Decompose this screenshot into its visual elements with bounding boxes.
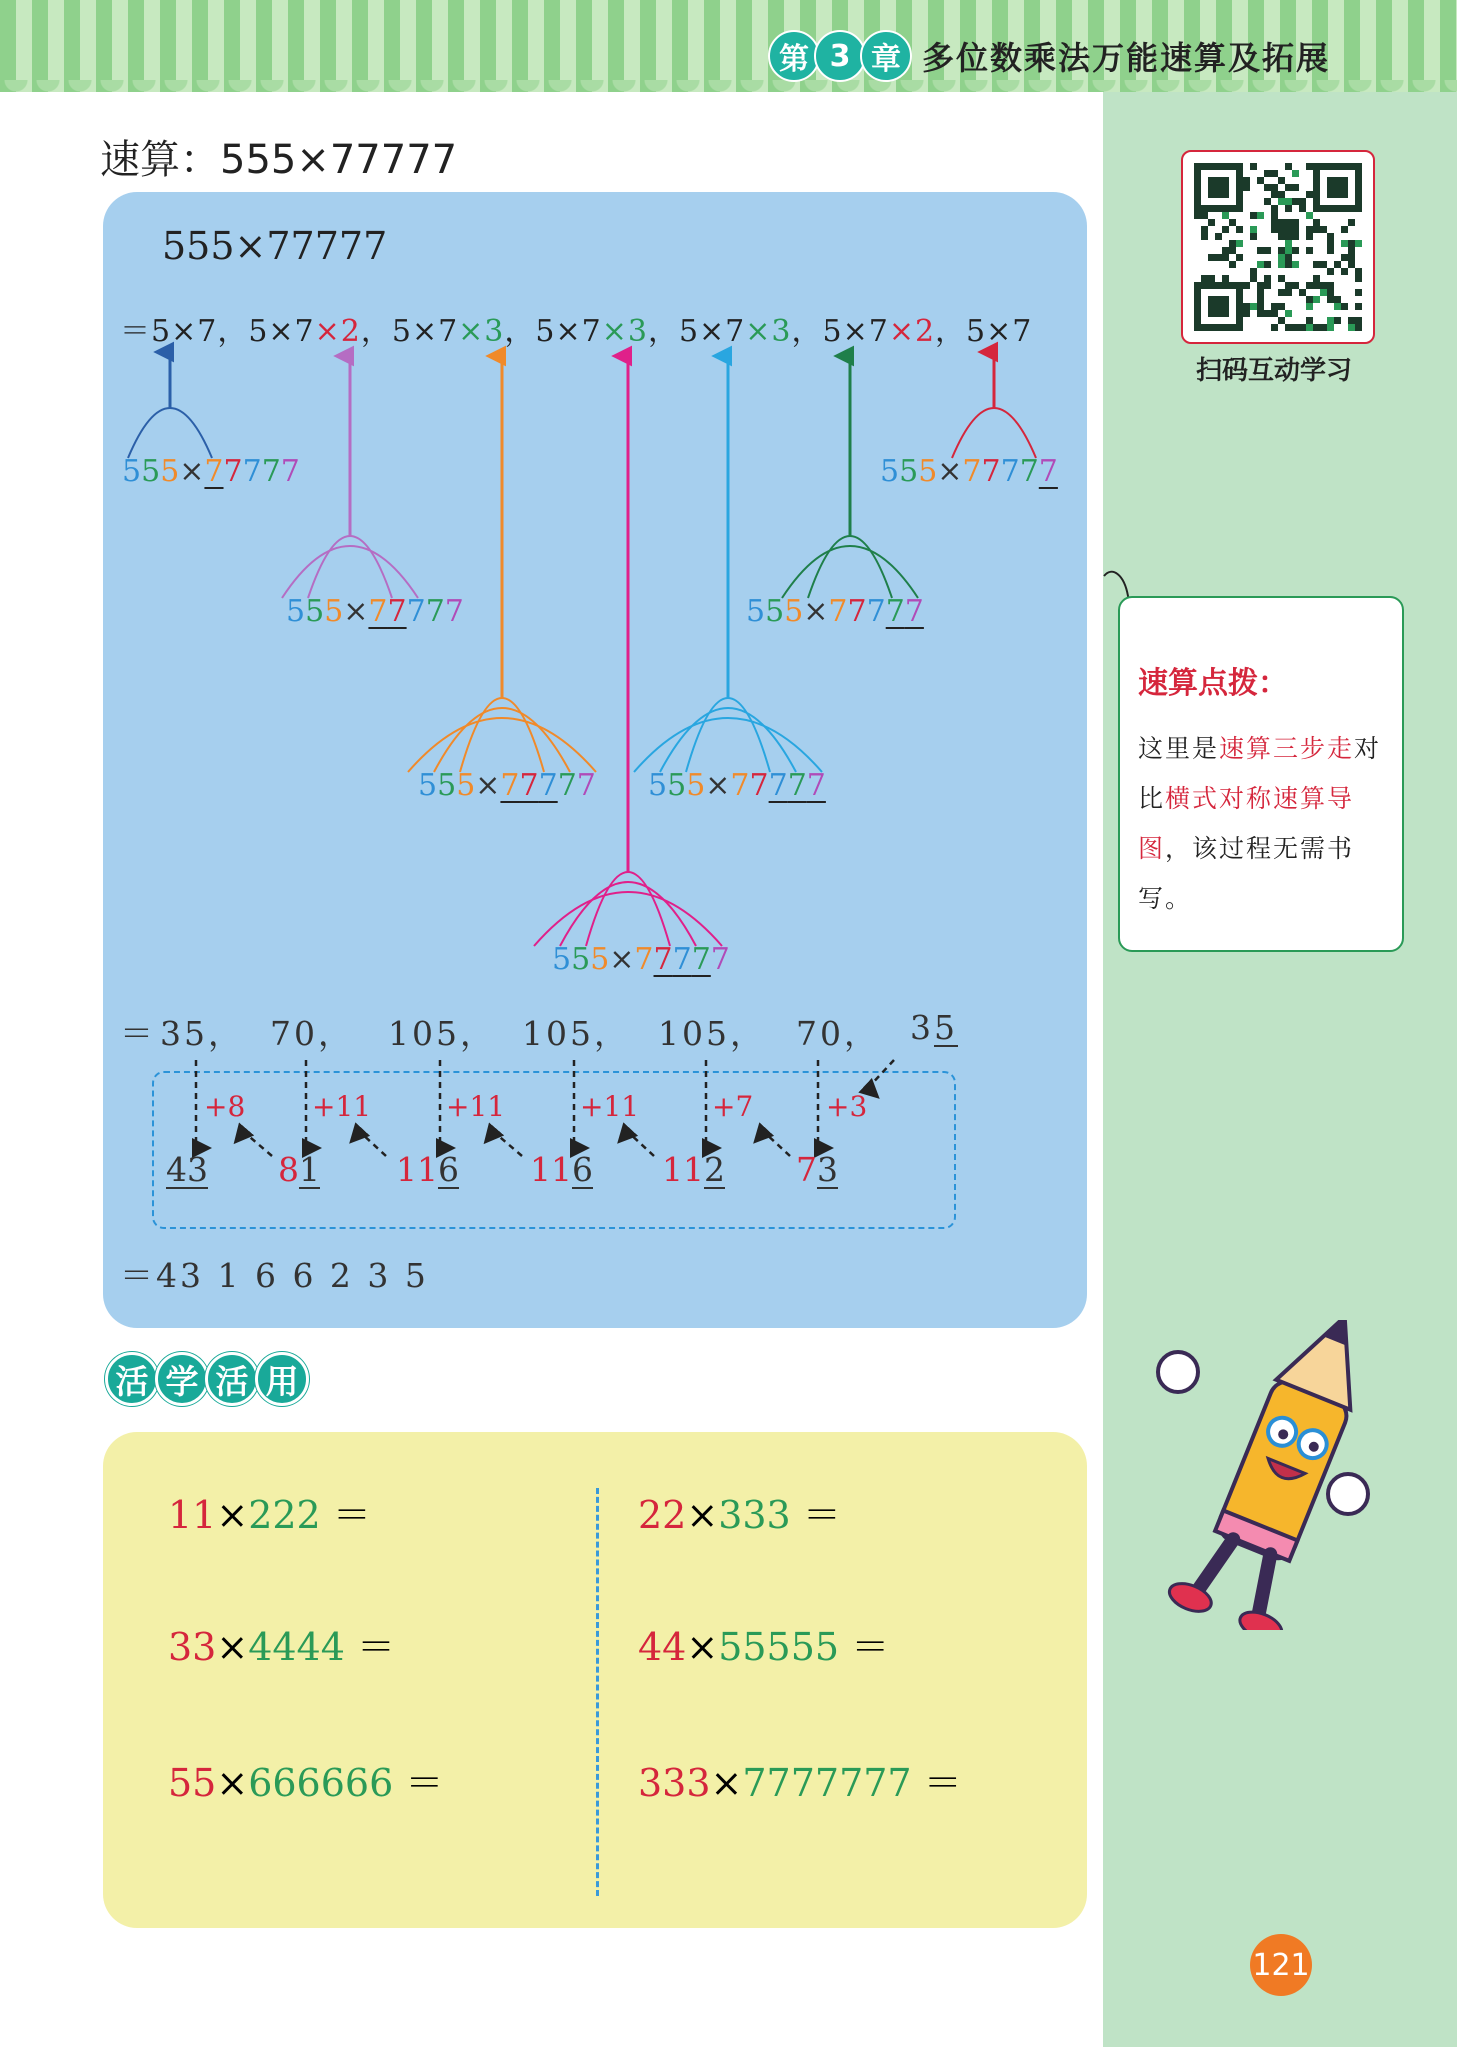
step-multiplier: ×2 [888, 314, 936, 349]
factor-digit: 7 [406, 594, 426, 629]
badge-char: 活 [105, 1352, 159, 1406]
factor-digit: 5 [765, 594, 785, 629]
factor-digit: 7 [806, 768, 826, 803]
factor-digit: 7 [866, 594, 886, 629]
carry-value: +8 [204, 1090, 246, 1123]
factor-digit: 7 [242, 454, 262, 489]
step-base: 5×7 [248, 314, 315, 349]
factor-digit: 7 [1000, 454, 1020, 489]
practice-problem: 11×222 ＝ [168, 1493, 371, 1537]
practice-problem: 22×333 ＝ [638, 1493, 841, 1537]
badge-char: 用 [255, 1352, 309, 1406]
pencil-mascot-icon [1148, 1320, 1378, 1630]
step-separator: ， [360, 314, 392, 349]
partial-result: 116 [530, 1150, 593, 1189]
factor-digit: 7 [557, 768, 577, 803]
factor-digit: 7 [653, 942, 673, 977]
factor-digit: 5 [324, 594, 344, 629]
tip-card [1118, 596, 1404, 952]
chapter-number: 3 [814, 30, 866, 82]
factor-digit: 5 [160, 454, 180, 489]
factor-digit: 5 [571, 942, 591, 977]
carry-value: +7 [712, 1090, 754, 1123]
factor-digit: 7 [962, 454, 982, 489]
factor-digit: 7 [368, 594, 388, 629]
times-sign: × [937, 454, 963, 489]
factor-digit: 7 [280, 454, 300, 489]
factor-digit: 7 [787, 768, 807, 803]
practice-problem: 333×7777777 ＝ [638, 1761, 962, 1805]
factor-digit: 7 [710, 942, 730, 977]
product-value: 70， [270, 1014, 354, 1053]
qr-code[interactable] [1181, 150, 1375, 344]
step-multiplier: ×3 [458, 314, 505, 349]
equals-sign: ＝ [120, 314, 151, 349]
partial-result: 43 [166, 1150, 208, 1189]
step-separator: ， [935, 314, 967, 349]
factor-digit: 7 [204, 454, 224, 489]
factor-digit: 7 [1038, 454, 1058, 489]
tip-title: 速算点拨： [1138, 666, 1288, 701]
product-value: 105， [658, 1014, 766, 1053]
times-sign: × [475, 768, 501, 803]
products-row: ＝ 35， 70， 105， 105， 105， 70， 35 [120, 1008, 958, 1053]
partial-result: 112 [662, 1150, 725, 1189]
step-base: 5×7 [535, 314, 602, 349]
factor-digit: 5 [746, 594, 766, 629]
product-value: 70， [796, 1014, 880, 1053]
carry-arrow [494, 1132, 522, 1156]
tip-highlight: 速算三步走 [1219, 734, 1355, 763]
practice-divider [596, 1488, 599, 1896]
times-sign: × [705, 768, 731, 803]
factor-digit: 5 [305, 594, 325, 629]
factor-digit: 7 [885, 594, 905, 629]
carry-value: +11 [580, 1090, 640, 1123]
factor-digit: 5 [437, 768, 457, 803]
practice-problem: 44×55555 ＝ [638, 1625, 890, 1669]
times-sign: × [803, 594, 829, 629]
tip-highlight: 横式对称速算导图 [1138, 784, 1355, 863]
step-separator: ， [217, 314, 249, 349]
step-separator: ， [647, 314, 679, 349]
factor-digit: 5 [648, 768, 668, 803]
factor-digit: 5 [899, 454, 919, 489]
chapter-title: 多位数乘法万能速算及拓展 [922, 39, 1331, 77]
factor-digit: 7 [847, 594, 867, 629]
factor-digit: 7 [576, 768, 596, 803]
factor-digit: 7 [261, 454, 281, 489]
factor-digit: 7 [425, 594, 445, 629]
factor-digit: 5 [418, 768, 438, 803]
factor-digit: 7 [538, 768, 558, 803]
page-heading: 速算：555×77777 [100, 137, 458, 183]
final-answer: ＝43 1 6 6 2 3 5 [120, 1256, 429, 1295]
practice-problem: 33×4444 ＝ [168, 1625, 396, 1669]
carry-arrow [628, 1132, 654, 1156]
page-number: 121 [1250, 1934, 1312, 1996]
partial-result: 73 [796, 1150, 838, 1189]
factor-digit: 7 [768, 768, 788, 803]
factor-digit: 5 [918, 454, 938, 489]
factor-digit: 7 [730, 768, 750, 803]
carry-arrow [244, 1132, 272, 1156]
chapter-suffix: 章 [860, 30, 912, 82]
badge-char: 活 [205, 1352, 259, 1406]
step-multiplier: ×3 [601, 314, 648, 349]
factor-digit: 7 [828, 594, 848, 629]
factor-digit: 5 [141, 454, 161, 489]
product-value: 35 [910, 1008, 958, 1047]
carry-arrow [868, 1060, 894, 1088]
factor-digit: 7 [387, 594, 407, 629]
factor-digit: 7 [904, 594, 924, 629]
times-sign: × [609, 942, 635, 977]
factor-digit: 5 [667, 768, 687, 803]
factor-digit: 7 [500, 768, 520, 803]
factor-digit: 5 [784, 594, 804, 629]
factor-digit: 7 [223, 454, 243, 489]
practice-problem: 55×666666 ＝ [168, 1761, 444, 1805]
step-base: 5×7 [966, 314, 1033, 349]
carry-value: +11 [312, 1090, 372, 1123]
product-value: 35， [160, 1014, 244, 1053]
carry-arrow [360, 1132, 386, 1156]
factor-digit: 5 [880, 454, 900, 489]
step-base: 5×7 [391, 314, 459, 349]
partial-result: 81 [278, 1150, 320, 1189]
carry-value: +3 [826, 1090, 868, 1123]
factor-digit: 7 [672, 942, 692, 977]
chapter-prefix: 第 [768, 30, 820, 82]
factor-digit: 5 [686, 768, 706, 803]
product-value: 105， [388, 1014, 496, 1053]
factor-digit: 7 [444, 594, 464, 629]
practice-badge [105, 1352, 305, 1406]
tip-text: 对比 [1138, 734, 1382, 813]
factor-digit: 5 [590, 942, 610, 977]
factor-digit: 7 [519, 768, 539, 803]
carry-value: +11 [446, 1090, 506, 1123]
factor-digit: 5 [286, 594, 306, 629]
step-multiplier: ×3 [745, 314, 792, 349]
step-multiplier: ×2 [314, 314, 361, 349]
example-problem: 555×77777 [162, 224, 388, 268]
factor-digit: 5 [552, 942, 572, 977]
step-base: 5×7 [822, 314, 889, 349]
tip-text: 这里是 [1138, 734, 1220, 763]
qr-caption: 扫码互动学习 [1196, 356, 1353, 386]
step-separator: ， [791, 314, 823, 349]
factor-digit: 7 [691, 942, 711, 977]
step-base: 5×7 [678, 314, 746, 349]
factor-digit: 7 [634, 942, 654, 977]
factor-digit: 7 [1019, 454, 1039, 489]
badge-char: 学 [155, 1352, 209, 1406]
tip-text: ，该过程无需书写。 [1138, 834, 1355, 913]
carry-arrow [764, 1132, 790, 1156]
times-sign: × [179, 454, 205, 489]
partial-result: 116 [396, 1150, 459, 1189]
factor-digit: 7 [749, 768, 769, 803]
tip-body [1138, 724, 1390, 924]
factor-digit: 7 [981, 454, 1001, 489]
factor-digit: 5 [456, 768, 476, 803]
factor-digit: 5 [122, 454, 142, 489]
step-separator: ， [504, 314, 536, 349]
product-value: 105， [522, 1014, 630, 1053]
qr-code-icon [1183, 152, 1373, 342]
times-sign: × [343, 594, 369, 629]
step-base: 5×7 [151, 314, 218, 349]
